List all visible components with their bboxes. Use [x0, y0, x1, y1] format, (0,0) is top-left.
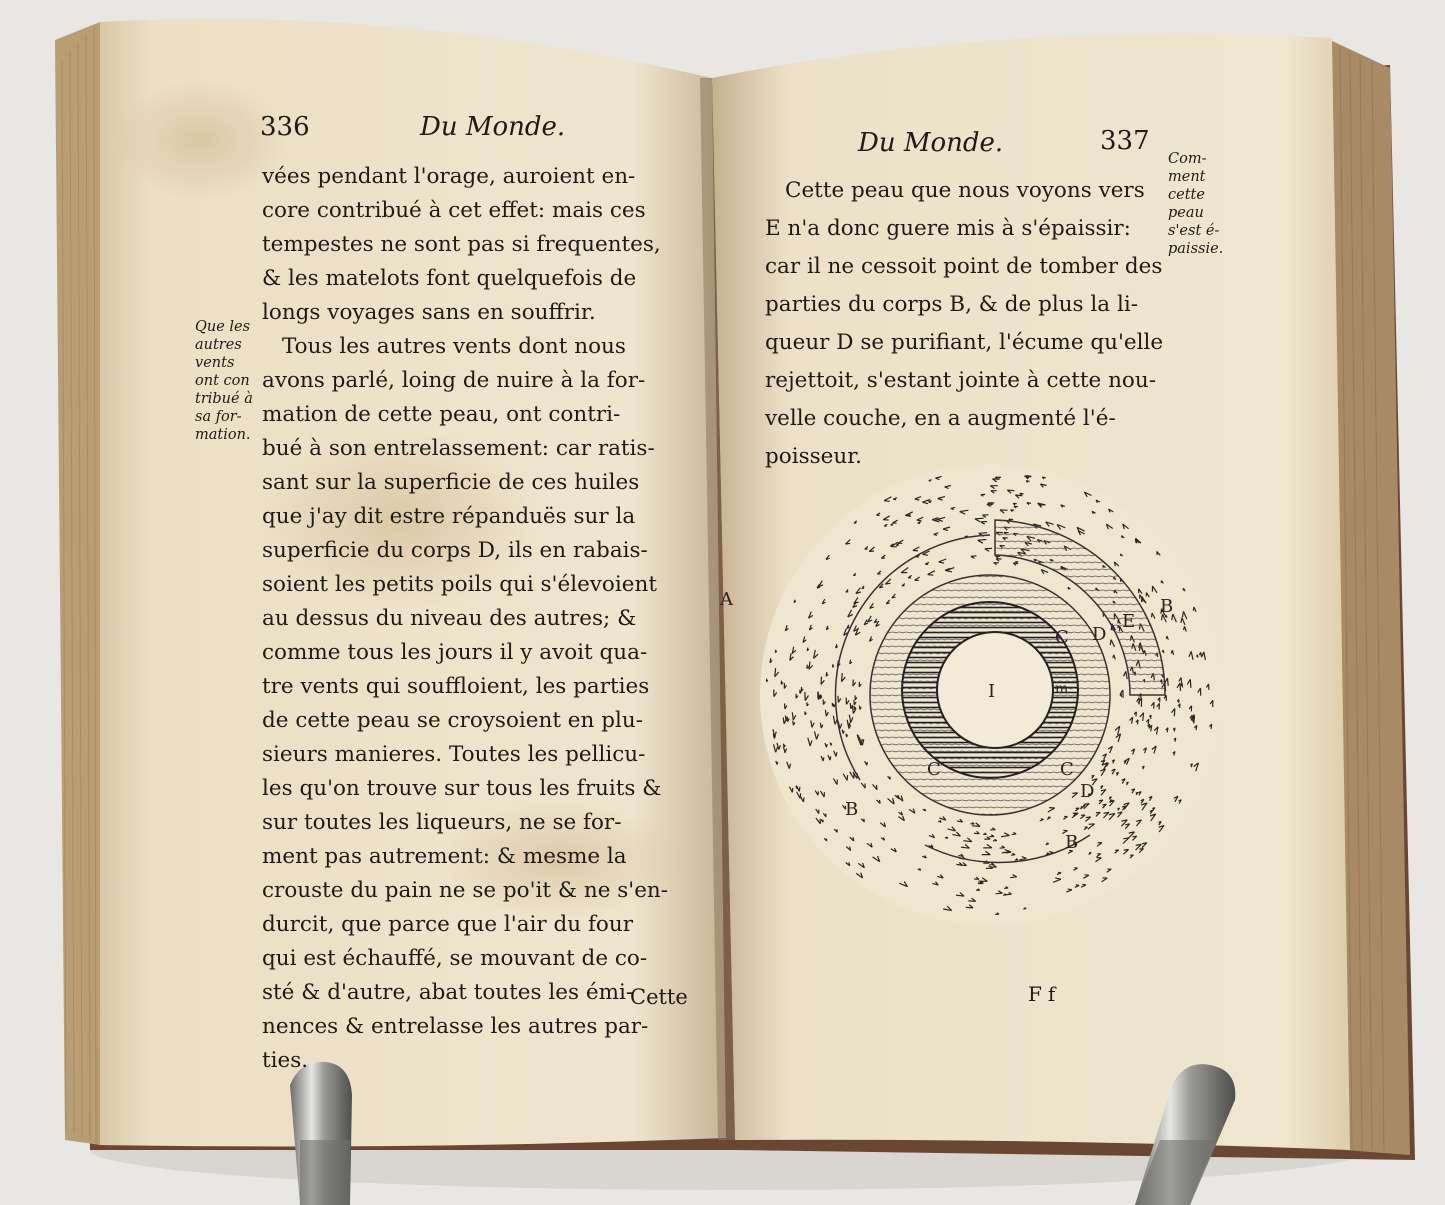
left-page-number: 336: [260, 112, 310, 142]
text-line: velle couche, en a augmenté l'é-: [765, 406, 1116, 431]
text-line: E n'a donc guere mis à s'épaissir:: [765, 216, 1131, 241]
left-body-text: [262, 160, 702, 1078]
diagram-label-d1: D: [1092, 624, 1107, 645]
text-line: vées pendant l'orage, auroient en-: [262, 164, 636, 189]
text-line: bué à son entrelassement: car ratis-: [262, 436, 655, 461]
text-line: rejettoit, s'estant jointe à cette nou-: [765, 368, 1156, 393]
left-catchword: Cette: [630, 985, 688, 1009]
text-line: au dessus du niveau des autres; &: [262, 606, 637, 631]
text-line: avons parlé, loing de nuire à la for-: [262, 368, 646, 393]
signature-mark: Ff: [1028, 982, 1062, 1006]
text-line: que j'ay dit estre répanduës sur la: [262, 504, 636, 529]
text-line: car il ne cessoit point de tomber des: [765, 254, 1163, 279]
text-line: Cette peau que nous voyons vers: [785, 178, 1145, 203]
text-line: poisseur.: [765, 444, 862, 469]
text-line: longs voyages sans en souffrir.: [262, 300, 596, 325]
text-line: sur toutes les liqueurs, ne se for-: [262, 810, 622, 835]
text-line: les qu'on trouve sur tous les fruits &: [262, 776, 662, 801]
text-line: mation de cette peau, ont contri-: [262, 402, 621, 427]
text-line: sieurs manieres. Toutes les pellicu-: [262, 742, 646, 767]
text-line: de cette peau se croysoient en plu-: [262, 708, 643, 733]
diagram-label-b2: B: [845, 799, 859, 820]
text-line: ties.: [262, 1048, 309, 1073]
text-line: superficie du corps D, ils en rabais-: [262, 538, 648, 563]
text-line: sant sur la superficie de ces huiles: [262, 470, 640, 495]
diagram-label-center: I: [988, 681, 996, 702]
text-line: crouste du pain ne se po'it & ne s'en-: [262, 878, 669, 903]
right-margin-note: Com- ment cette peau s'est é- paissie.: [1168, 151, 1224, 257]
text-line: parties du corps B, & de plus la li-: [765, 292, 1138, 317]
right-page-number: 337: [1100, 126, 1150, 156]
text-line: qui est échauffé, se mouvant de co-: [262, 946, 648, 971]
diagram-label-c3: C: [1060, 759, 1074, 780]
diagram-label-b3: B: [1065, 832, 1079, 853]
right-running-head: Du Monde.: [858, 128, 1004, 158]
text-line: tre vents qui souffloient, les parties: [262, 674, 650, 699]
text-line: soient les petits poils qui s'élevoient: [262, 572, 657, 597]
left-book-clip: [290, 1062, 352, 1205]
text-line: queur D se purifiant, l'écume qu'elle: [765, 330, 1164, 355]
text-line: & les matelots font quelquefois de: [262, 266, 637, 291]
diagram-label-m: m: [1055, 681, 1069, 697]
text-line: ment pas autrement: & mesme la: [262, 844, 627, 869]
left-margin-note: Que les autres vents ont con tribué à sa for- mation.: [195, 319, 253, 443]
left-running-head: Du Monde.: [420, 112, 566, 142]
text-line: sté & d'autre, abat toutes les émi-: [262, 980, 634, 1005]
text-line: nences & entrelasse les autres par-: [262, 1014, 649, 1039]
text-line: tempestes ne sont pas si frequentes,: [262, 232, 661, 257]
diagram-label-d2: D: [1080, 781, 1095, 802]
text-line: durcit, que parce que l'air du four: [262, 912, 633, 937]
text-line: core contribué à cet effet: mais ces: [262, 198, 646, 223]
diagram-label-c2: C: [927, 759, 941, 780]
text-line: comme tous les jours il y avoit qua-: [262, 640, 648, 665]
diagram-label-a: A: [720, 589, 733, 610]
diagram-label-c1: C: [1055, 627, 1069, 648]
right-body-text: [765, 172, 1164, 476]
diagram-label-e: E: [1122, 611, 1136, 632]
text-line: Tous les autres vents dont nous: [282, 334, 626, 359]
diagram-label-b1: B: [1160, 596, 1174, 617]
